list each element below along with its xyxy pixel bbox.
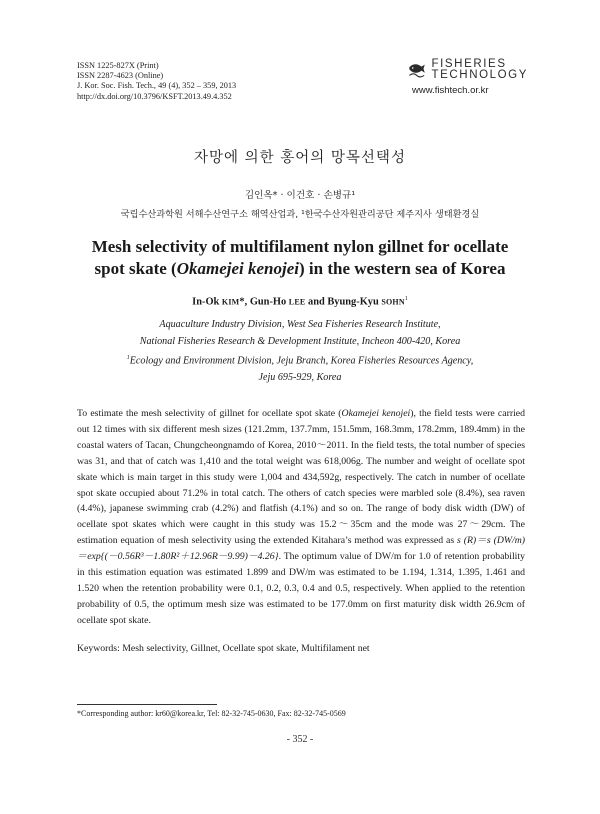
abstract-text: ), the field tests were carried out 12 times with six different mesh sizes (121.2mm, 137.7mm, 151.5mm, 168.3mm, 178.2mm, 189.4mm) in the coastal waters of Tacan, Chungcheongnamdo of Korea, 2010～2011. In the field tests, the total number of species was 31, and that of catch was 1,410 and the total weight was 618,006g. The number and weight of ocellate spot skate which is main target in this study were 1,004 and 434,592g, respectively. The catch in number of ocellate spot skate occupied about 71.2% in total catch. The others of catch species were marbled sole (8.4%), sea raven (4.4%), japanese swimming crab (4.2%) and flatfish (4.1%) and so on. The range of body disk width (DW) of ocellate spot skates which were caught in this study was 15.2～35cm and the mode was 27～29cm. The estimation equation of mesh selectivity using the extended Kitahara’s method was expressed as [77,408,525,547]
abstract [77,406,525,629]
journal-citation: J. Kor. Soc. Fish. Tech., 49 (4), 352 – 359, 2013 [77,81,237,91]
doi-link[interactable]: http://dx.doi.org/10.3796/KSFT.2013.49.4.352 [77,91,232,101]
abstract-paragraph [77,406,525,629]
author-last-name: LEE [288,297,306,307]
english-title-line-1: Mesh selectivity of multifilament nylon gillnet for ocellate [91,237,509,256]
abstract-text: . The optimum value of DW/m for 1.0 of retention probability in this estimation equation was estimated 1.899 and DW/m was estimated to be 1.194, 1.314, 1.395, 1.461 and 1.520 when the retention probability were 0.1, 0.2, 0.3, 0.4 and 0.5, respectively. When applied to the retention probability of 0.5, the optimum mesh size was estimated to be 177.0mm on first maturity disk width 26.9cm of ocellate spot skate. [77,551,525,626]
journal-url[interactable]: www.fishtech.or.kr [412,85,489,96]
title-text: ) in the western sea of Korea [298,259,506,278]
author-last-name: SOHN [381,297,405,307]
affiliation-mark: 1 [126,355,130,362]
selectivity-equation: s (R)＝s (DW/m)＝exp{(－0.56R³－1.80R²＋12.96R－9.99)－4.26} [77,535,525,563]
author-first-name: Byung-Kyu [327,296,382,308]
english-affiliation [0,317,600,387]
affiliation-line [0,350,600,370]
author-first-name: In-Ok [192,296,222,308]
korean-title: 자망에 의한 홍어의 망목선택성 [194,150,406,166]
separator: , [244,296,250,308]
corresponding-author-footnote: *Corresponding author: kr60@korea.kr, Tel: 82-32-745-0630, Fax: 82-32-745-0569 [77,709,346,718]
keywords: Keywords: Mesh selectivity, Gillnet, Ocellate spot skate, Multifilament net [77,643,370,654]
abstract-text: To estimate the mesh selectivity of gillnet for ocellate spot skate ( [77,408,342,419]
english-authors [0,296,600,307]
korean-authors: 김인옥* · 이건호 · 손병규¹ [244,190,356,201]
affiliation-mark: 1 [404,296,408,302]
journal-info [77,61,236,102]
affiliation-text: Ecology and Environment Division, Jeju Branch, Korea Fisheries Resources Agency, [129,355,474,367]
page-number: - 352 - [286,734,314,745]
issn-print: ISSN 1225-827X (Print) [77,61,159,70]
logo-line-1: FISHERIES [431,57,507,70]
abstract-species: Okamejei kenojei [341,408,411,419]
author-first-name: Gun-Ho [249,296,289,308]
corresponding-mark: * [239,296,245,308]
footnote-divider [77,704,217,705]
korean-affiliation: 국립수산과학원 서해수산연구소 해역산업과, ¹한국수산자원관리공단 제주지사 생태환경실 [120,209,480,220]
affiliation-line: Jeju 695-929, Korea [258,372,342,384]
title-species: Okamejei kenojei [176,259,299,278]
english-title [40,236,560,280]
journal-logo [408,58,528,96]
title-text: spot skate ( [94,259,177,278]
author-last-name: KIM [221,297,240,307]
logo-line-2: TECHNOLOGY [431,69,528,81]
affiliation-line: National Fisheries Research & Development Institute, Incheon 400-420, Korea [139,335,461,347]
separator: and [305,296,328,308]
affiliation-line: Aquaculture Industry Division, West Sea Fisheries Research Institute, [159,319,441,330]
english-title-line-2 [40,258,560,280]
issn-online: ISSN 2287-4623 (Online) [77,71,164,81]
fish-wave-logo-icon [408,58,425,82]
